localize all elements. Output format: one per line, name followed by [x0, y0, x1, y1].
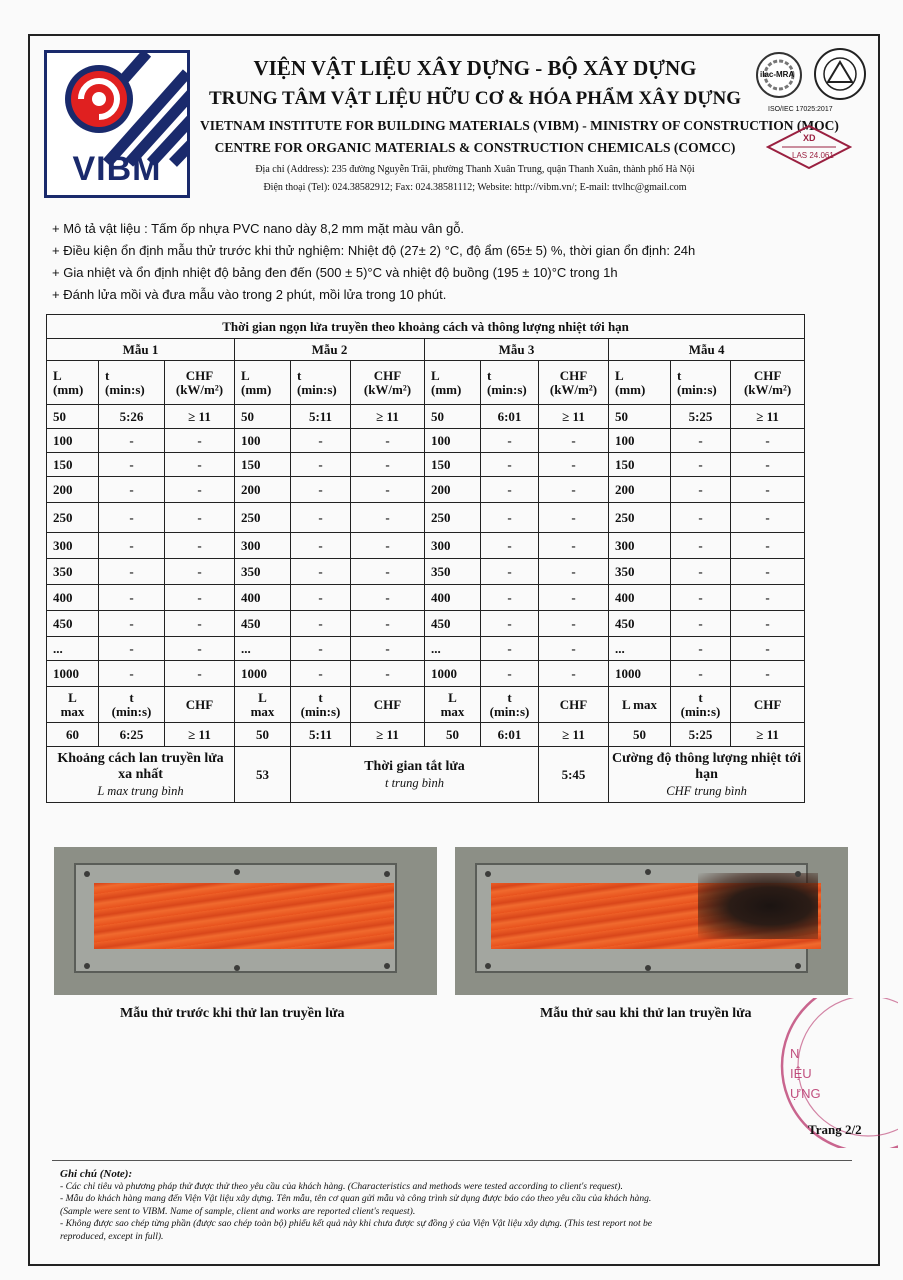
- footer-line: - Không được sao chép từng phần (được sao chép toàn bộ) phiếu kết quả này khi chưa được sự đồng ý của Viện Vật liệu xây dựng. (This test report not be: [60, 1218, 653, 1229]
- header-label: t: [318, 689, 323, 705]
- col-header-time: [481, 361, 539, 405]
- col-header-lmax: [47, 687, 99, 723]
- table-cell: -: [99, 453, 165, 477]
- seal-text: IỆU: [790, 1066, 812, 1081]
- summary-label: Thời gian tắt lửa: [364, 758, 465, 774]
- table-cell: -: [351, 453, 425, 477]
- table-cell: 350: [47, 559, 99, 585]
- col-header-lmax: L max: [609, 687, 671, 723]
- table-cell: -: [99, 611, 165, 637]
- table-cell: -: [539, 661, 609, 687]
- footer-line: - Các chỉ tiêu và phương pháp thử được thử theo yêu cầu của khách hàng. (Characteristics and methods were tested according to client's request).: [60, 1180, 623, 1192]
- col-header-time: [291, 361, 351, 405]
- note-heating: + Gia nhiệt và ổn định nhiệt độ bảng đen đến (500 ± 5)°C và nhiệt độ buồng (195 ± 10)°C trong 1h: [52, 265, 618, 280]
- table-cell: -: [671, 661, 731, 687]
- table-cell: -: [731, 477, 805, 503]
- table-cell: -: [671, 585, 731, 611]
- table-cell: -: [351, 503, 425, 533]
- table-row: [47, 611, 805, 637]
- table-cell: -: [351, 533, 425, 559]
- table-cell: 250: [425, 503, 481, 533]
- table-cell: 450: [235, 611, 291, 637]
- header-label: L: [53, 367, 62, 383]
- table-cell: -: [351, 429, 425, 453]
- header-unit: (min:s): [489, 703, 530, 719]
- table-cell: -: [351, 477, 425, 503]
- summary-sublabel: L max trung bình: [97, 783, 184, 798]
- table-cell: -: [481, 429, 539, 453]
- seal-text: ỰNG: [790, 1086, 821, 1101]
- table-cell: -: [99, 637, 165, 661]
- ilac-mra-label: ilac-MRA: [760, 70, 795, 79]
- table-cell: 50: [425, 405, 481, 429]
- table-cell: 1000: [47, 661, 99, 687]
- header-label: t: [698, 689, 703, 705]
- table-cell: -: [481, 661, 539, 687]
- table-cell: 200: [47, 477, 99, 503]
- col-header-time: [99, 361, 165, 405]
- table-cell: -: [539, 611, 609, 637]
- table-cell: -: [731, 503, 805, 533]
- col-header-length: [425, 361, 481, 405]
- table-cell: -: [291, 661, 351, 687]
- footer-divider: [52, 1160, 852, 1161]
- page-number: Trang 2/2: [808, 1122, 862, 1137]
- col-header-time: [291, 687, 351, 723]
- header-label: t: [105, 367, 110, 383]
- table-cell: 300: [47, 533, 99, 559]
- table-cell: -: [99, 559, 165, 585]
- table-cell: 200: [609, 477, 671, 503]
- table-cell: 200: [235, 477, 291, 503]
- table-cell: -: [539, 429, 609, 453]
- table-cell: 400: [235, 585, 291, 611]
- table-cell: 350: [425, 559, 481, 585]
- table-cell: 50: [47, 405, 99, 429]
- sample-before-photo: [54, 847, 437, 995]
- table-cell: -: [165, 477, 235, 503]
- table-cell: -: [291, 559, 351, 585]
- table-cell: ...: [47, 637, 99, 661]
- header-unit: (min:s): [297, 381, 337, 397]
- table-cell: -: [165, 661, 235, 687]
- institute-title-vn: VIỆN VẬT LIỆU XÂY DỰNG - BỘ XÂY DỰNG: [253, 56, 697, 80]
- col-header-chf: CHF: [539, 687, 609, 723]
- table-row: [47, 585, 805, 611]
- lmax-values-row: [47, 723, 805, 747]
- note-ignition: + Đánh lửa mồi và đưa mẫu vào trong 2 phút, mồi lửa trong 10 phút.: [52, 287, 447, 302]
- table-cell: -: [481, 559, 539, 585]
- table-cell: ≥ 11: [165, 405, 235, 429]
- table-cell: 5:26: [99, 405, 165, 429]
- summary-sublabel: t trung bình: [384, 775, 445, 790]
- header-label: L: [241, 367, 250, 383]
- col-header-chf: [539, 361, 609, 405]
- header-unit: (min:s): [111, 703, 152, 719]
- sample-after-photo: [455, 847, 848, 995]
- footer-title: Ghi chú (Note):: [60, 1168, 133, 1180]
- table-row: [47, 503, 805, 533]
- header-label: CHF: [753, 367, 782, 383]
- table-cell: -: [671, 533, 731, 559]
- table-row: [47, 429, 805, 453]
- table-cell: -: [165, 503, 235, 533]
- table-cell: -: [481, 533, 539, 559]
- avg-time-label: [291, 747, 539, 803]
- lmax-header-row: [47, 687, 805, 723]
- header-unit: max: [60, 703, 85, 719]
- table-cell: 150: [47, 453, 99, 477]
- table-cell: 400: [609, 585, 671, 611]
- table-cell: 50: [235, 723, 291, 747]
- table-cell: 60: [47, 723, 99, 747]
- header-unit: (mm): [53, 381, 84, 397]
- col-header-chf: [351, 361, 425, 405]
- table-row: [47, 637, 805, 661]
- avg-time-value: 5:45: [539, 747, 609, 803]
- logo-text: VIBM: [72, 150, 162, 188]
- table-cell: -: [539, 533, 609, 559]
- table-cell: -: [99, 533, 165, 559]
- col-header-chf: [165, 361, 235, 405]
- table-cell: -: [291, 611, 351, 637]
- table-cell: 100: [609, 429, 671, 453]
- centre-title-vn: TRUNG TÂM VẬT LIỆU HỮU CƠ & HÓA PHẨM XÂY DỰNG: [208, 88, 741, 109]
- table-cell: 150: [235, 453, 291, 477]
- table-cell: 100: [47, 429, 99, 453]
- table-cell: -: [165, 429, 235, 453]
- table-cell: -: [291, 477, 351, 503]
- col-header-lmax: [235, 687, 291, 723]
- table-cell: -: [99, 503, 165, 533]
- table-cell: -: [731, 585, 805, 611]
- table-cell: -: [481, 611, 539, 637]
- table-cell: -: [351, 559, 425, 585]
- header-unit: (kW/m²): [743, 381, 792, 397]
- table-cell: -: [671, 453, 731, 477]
- table-cell: -: [165, 611, 235, 637]
- table-cell: -: [165, 585, 235, 611]
- table-cell: -: [539, 585, 609, 611]
- sample-header: Mẫu 1: [47, 339, 235, 361]
- table-cell: 5:25: [671, 405, 731, 429]
- table-cell: -: [291, 453, 351, 477]
- iso-label: ISO/IEC 17025:2017: [768, 106, 833, 113]
- table-cell: 1000: [425, 661, 481, 687]
- table-cell: 400: [425, 585, 481, 611]
- accreditation-seal-icon: [812, 46, 868, 102]
- table-cell: -: [731, 559, 805, 585]
- note-material: + Mô tả vật liệu : Tấm ốp nhựa PVC nano dày 8,2 mm mặt màu vân gỗ.: [52, 221, 465, 236]
- table-cell: 450: [47, 611, 99, 637]
- contact-line: Điện thoại (Tel): 024.38582912; Fax: 024.38581112; Website: http://vibm.vn/; E-mail: ttvlhc@gmail.com: [263, 182, 687, 193]
- table-cell: -: [671, 559, 731, 585]
- table-cell: 250: [47, 503, 99, 533]
- table-cell: -: [291, 585, 351, 611]
- summary-label: Cường độ thông lượng nhiệt tới hạn: [612, 750, 802, 782]
- address-line: Địa chỉ (Address): 235 đường Nguyễn Trãi, phường Thanh Xuân Trung, quận Thanh Xuân, thành phố Hà Nội: [255, 164, 695, 175]
- header-label: t: [507, 689, 512, 705]
- table-cell: ≥ 11: [731, 405, 805, 429]
- table-cell: -: [539, 503, 609, 533]
- table-cell: 400: [47, 585, 99, 611]
- table-cell: 6:01: [481, 405, 539, 429]
- header-label: L: [431, 367, 440, 383]
- table-cell: ...: [609, 637, 671, 661]
- table-cell: -: [165, 453, 235, 477]
- table-cell: -: [539, 637, 609, 661]
- institute-title-en: VIETNAM INSTITUTE FOR BUILDING MATERIALS (VIBM) - MINISTRY OF CONSTRUCTION (MOC): [200, 118, 839, 133]
- col-header-chf: CHF: [351, 687, 425, 723]
- table-cell: -: [165, 533, 235, 559]
- table-cell: 250: [609, 503, 671, 533]
- xd-label: XD: [803, 133, 816, 143]
- col-header-time: [671, 687, 731, 723]
- table-cell: -: [481, 637, 539, 661]
- before-caption: Mẫu thử trước khi thử lan truyền lửa: [120, 1006, 345, 1021]
- table-cell: 350: [235, 559, 291, 585]
- table-cell: 200: [425, 477, 481, 503]
- header-label: t: [677, 367, 682, 383]
- table-row: [47, 559, 805, 585]
- table-cell: -: [539, 477, 609, 503]
- table-cell: -: [539, 559, 609, 585]
- header-label: L: [68, 689, 77, 705]
- col-header-length: [609, 361, 671, 405]
- table-cell: -: [671, 637, 731, 661]
- col-header-time: [99, 687, 165, 723]
- header-unit: (kW/m²): [549, 381, 598, 397]
- footer-notes: [60, 1168, 850, 1243]
- table-cell: -: [351, 637, 425, 661]
- table-cell: -: [165, 637, 235, 661]
- table-cell: 6:01: [481, 723, 539, 747]
- sample-header: Mẫu 4: [609, 339, 805, 361]
- table-cell: ≥ 11: [731, 723, 805, 747]
- header-unit: (mm): [615, 381, 646, 397]
- xd-badge-icon: [766, 124, 852, 170]
- table-cell: 100: [235, 429, 291, 453]
- header-unit: (mm): [431, 381, 462, 397]
- table-cell: -: [671, 611, 731, 637]
- table-cell: -: [291, 637, 351, 661]
- header-unit: (min:s): [680, 703, 721, 719]
- header-unit: (min:s): [677, 381, 717, 397]
- table-row: [47, 405, 805, 429]
- table-cell: ≥ 11: [539, 723, 609, 747]
- summary-label: Khoảng cách lan truyền lửa xa nhất: [57, 750, 224, 782]
- table-row: [47, 477, 805, 503]
- test-conditions: [52, 218, 852, 306]
- footer-line: (Sample were sent to VIBM. Name of sample, client and works are reported client's request).: [60, 1205, 416, 1217]
- header-unit: (mm): [241, 381, 272, 397]
- col-header-length: [47, 361, 99, 405]
- table-cell: 350: [609, 559, 671, 585]
- table-cell: -: [481, 503, 539, 533]
- table-cell: -: [481, 477, 539, 503]
- table-cell: -: [99, 585, 165, 611]
- table-cell: 450: [425, 611, 481, 637]
- footer-line: - Mẫu do khách hàng mang đến Viện Vật liệu xây dựng. Tên mẫu, tên cơ quan gửi mẫu và công trình sử dụng được báo cáo theo yêu cầu của khách hàng.: [60, 1193, 652, 1204]
- table-cell: 50: [609, 405, 671, 429]
- header-label: L: [448, 689, 457, 705]
- table-cell: -: [481, 453, 539, 477]
- note-conditioning: + Điều kiện ổn định mẫu thử trước khi thử nghiệm: Nhiệt độ (27± 2) °C, độ ẩm (65± 5) %, thời gian ổn định: 24h: [52, 243, 696, 258]
- las-label: LAS 24.061: [792, 151, 834, 160]
- table-cell: ...: [235, 637, 291, 661]
- table-row: [47, 453, 805, 477]
- vibm-logo: [44, 50, 190, 198]
- avg-distance-value: 53: [235, 747, 291, 803]
- sample-header: Mẫu 3: [425, 339, 609, 361]
- table-cell: 150: [425, 453, 481, 477]
- table-cell: -: [481, 585, 539, 611]
- header-unit: (kW/m²): [363, 381, 412, 397]
- table-cell: 50: [235, 405, 291, 429]
- table-cell: 50: [425, 723, 481, 747]
- col-header-time: [481, 687, 539, 723]
- table-cell: 300: [235, 533, 291, 559]
- table-cell: -: [99, 429, 165, 453]
- header-label: L: [615, 367, 624, 383]
- table-cell: ≥ 11: [351, 723, 425, 747]
- table-cell: 1000: [235, 661, 291, 687]
- table-row: [47, 533, 805, 559]
- units-header-row: [47, 361, 805, 405]
- col-header-time: [671, 361, 731, 405]
- table-cell: ...: [425, 637, 481, 661]
- header-label: CHF: [185, 367, 214, 383]
- flame-spread-table: [46, 314, 805, 803]
- table-cell: ≥ 11: [351, 405, 425, 429]
- table-cell: -: [291, 429, 351, 453]
- col-header-length: [235, 361, 291, 405]
- table-cell: -: [165, 559, 235, 585]
- summary-sublabel: CHF trung bình: [666, 783, 747, 798]
- table-cell: -: [99, 477, 165, 503]
- table-cell: -: [291, 533, 351, 559]
- table-cell: 6:25: [99, 723, 165, 747]
- table-title: Thời gian ngọn lửa truyền theo khoảng cách và thông lượng nhiệt tới hạn: [47, 315, 805, 339]
- col-header-chf: CHF: [165, 687, 235, 723]
- summary-row: [47, 747, 805, 803]
- table-cell: 100: [425, 429, 481, 453]
- table-cell: 150: [609, 453, 671, 477]
- table-cell: -: [351, 611, 425, 637]
- after-caption: Mẫu thử sau khi thử lan truyền lửa: [540, 1006, 752, 1021]
- header-unit: (min:s): [487, 381, 527, 397]
- table-cell: 300: [609, 533, 671, 559]
- table-cell: -: [351, 585, 425, 611]
- table-row: [47, 661, 805, 687]
- header-label: CHF: [373, 367, 402, 383]
- table-cell: 5:11: [291, 405, 351, 429]
- table-cell: 5:25: [671, 723, 731, 747]
- centre-title-en: CENTRE FOR ORGANIC MATERIALS & CONSTRUCTION CHEMICALS (COMCC): [214, 140, 736, 155]
- table-cell: -: [671, 477, 731, 503]
- sample-header: Mẫu 2: [235, 339, 425, 361]
- table-cell: ≥ 11: [539, 405, 609, 429]
- table-cell: -: [99, 661, 165, 687]
- table-cell: -: [671, 503, 731, 533]
- table-cell: 5:11: [291, 723, 351, 747]
- table-cell: -: [351, 661, 425, 687]
- table-cell: -: [731, 637, 805, 661]
- table-cell: 250: [235, 503, 291, 533]
- col-header-chf: CHF: [731, 687, 805, 723]
- header-label: t: [487, 367, 492, 383]
- col-header-chf: [731, 361, 805, 405]
- table-cell: 1000: [609, 661, 671, 687]
- table-cell: -: [731, 661, 805, 687]
- table-cell: -: [731, 533, 805, 559]
- col-header-lmax: [425, 687, 481, 723]
- header-unit: max: [250, 703, 275, 719]
- seal-text: N: [790, 1046, 800, 1061]
- footer-line: reproduced, except in full).: [60, 1230, 164, 1242]
- table-cell: -: [731, 453, 805, 477]
- header-unit: (min:s): [300, 703, 341, 719]
- header-unit: (kW/m²): [175, 381, 224, 397]
- table-cell: -: [671, 429, 731, 453]
- header-label: CHF: [559, 367, 588, 383]
- table-cell: -: [731, 611, 805, 637]
- header-unit: max: [440, 703, 465, 719]
- table-cell: -: [539, 453, 609, 477]
- header-label: L: [258, 689, 267, 705]
- table-cell: 300: [425, 533, 481, 559]
- header-unit: (min:s): [105, 381, 145, 397]
- table-cell: 450: [609, 611, 671, 637]
- table-cell: -: [291, 503, 351, 533]
- table-cell: -: [731, 429, 805, 453]
- table-cell: ≥ 11: [165, 723, 235, 747]
- header-label: t: [129, 689, 134, 705]
- header-label: t: [297, 367, 302, 383]
- avg-distance-label: [47, 747, 235, 803]
- table-cell: 50: [609, 723, 671, 747]
- avg-chf-label: [609, 747, 805, 803]
